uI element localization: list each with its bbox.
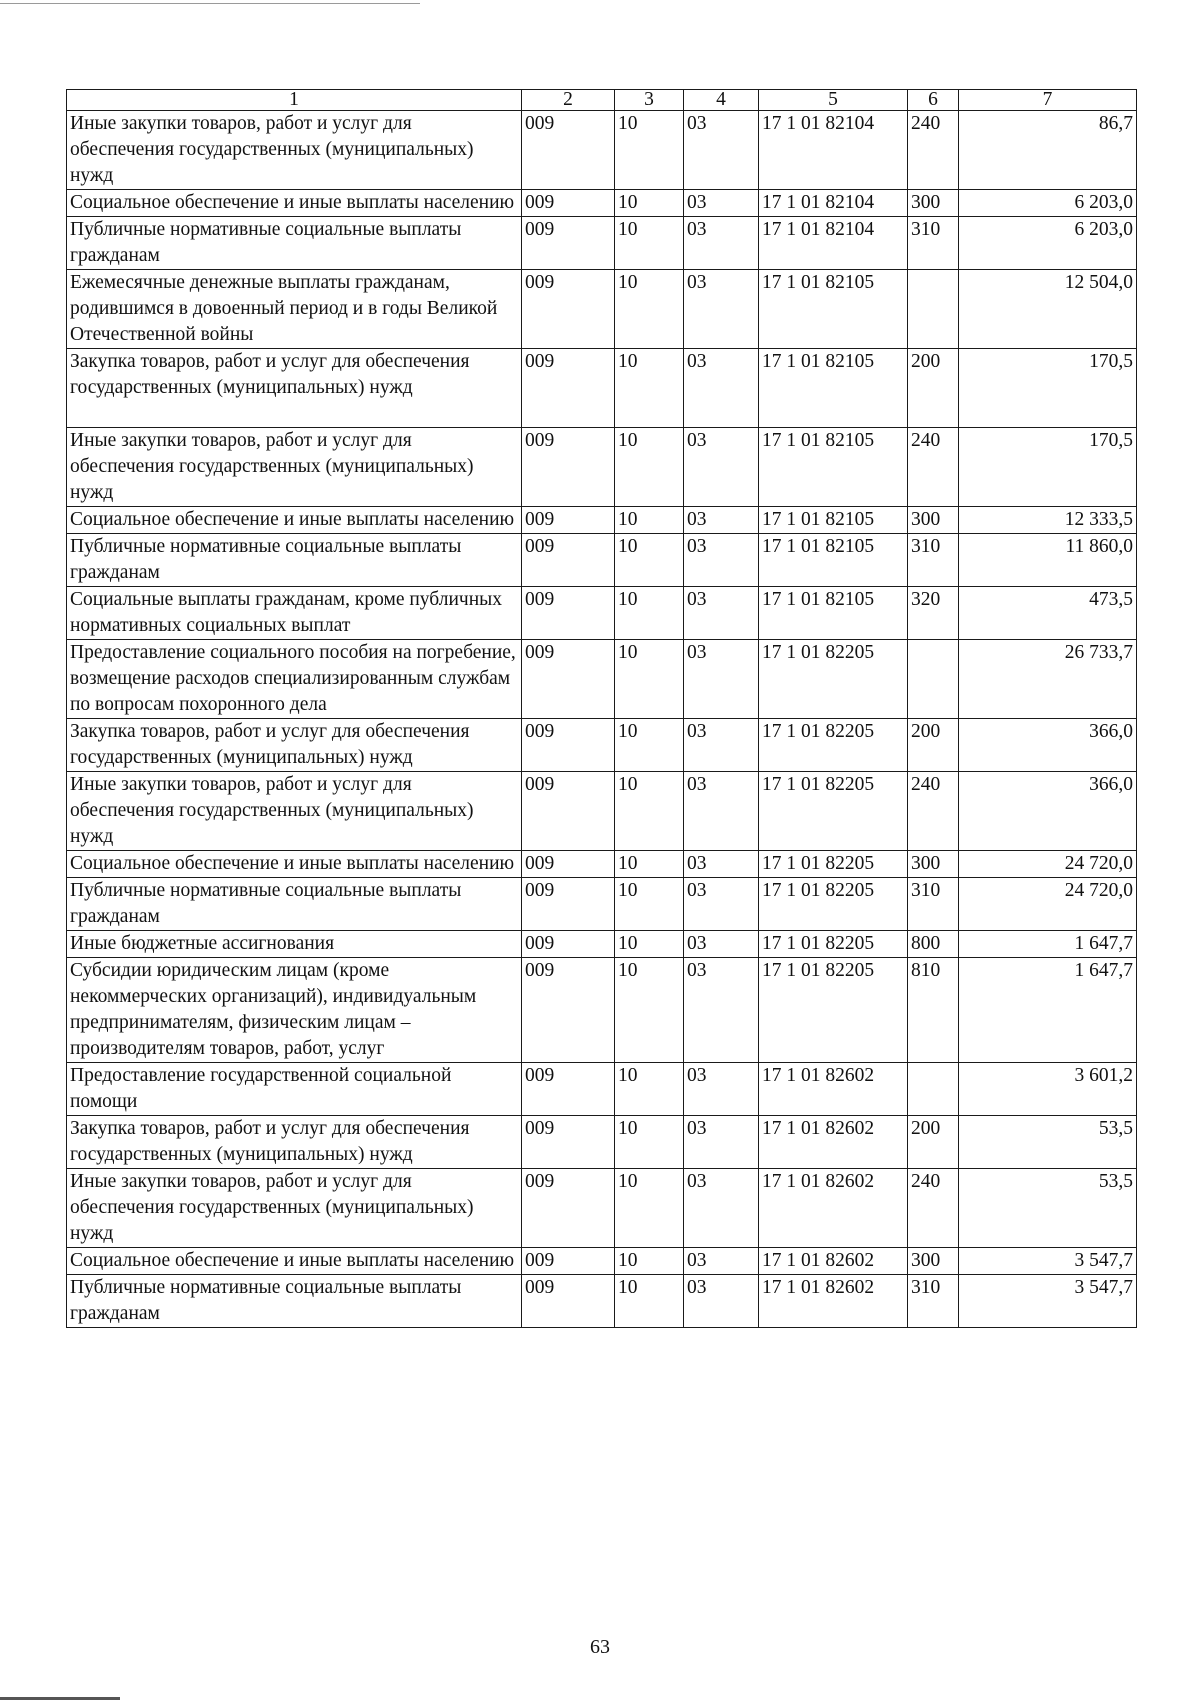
target-article-code: 17 1 01 82104 xyxy=(759,190,908,217)
column-header-3: 3 xyxy=(615,90,684,111)
expense-type-code xyxy=(908,1063,959,1116)
target-article-code: 17 1 01 82602 xyxy=(759,1116,908,1169)
section-code: 10 xyxy=(615,931,684,958)
amount: 1 647,7 xyxy=(959,958,1137,1063)
table-row xyxy=(67,1116,1137,1169)
amount: 53,5 xyxy=(959,1116,1137,1169)
ministry-code: 009 xyxy=(522,1116,615,1169)
section-code: 10 xyxy=(615,349,684,428)
section-code: 10 xyxy=(615,217,684,270)
subsection-code: 03 xyxy=(684,349,759,428)
row-name: Предоставление социального пособия на погребение, возмещение расходов специализированным службам по вопросам похоронного дела xyxy=(67,640,522,719)
amount: 3 601,2 xyxy=(959,1063,1137,1116)
amount: 6 203,0 xyxy=(959,217,1137,270)
expense-type-code: 240 xyxy=(908,428,959,507)
subsection-code: 03 xyxy=(684,931,759,958)
section-code: 10 xyxy=(615,772,684,851)
row-name: Иные закупки товаров, работ и услуг для обеспечения государственных (муниципальных) нужд xyxy=(67,428,522,507)
expense-type-code: 300 xyxy=(908,190,959,217)
ministry-code: 009 xyxy=(522,719,615,772)
section-code: 10 xyxy=(615,507,684,534)
table-header-row xyxy=(67,90,1137,111)
target-article-code: 17 1 01 82205 xyxy=(759,640,908,719)
target-article-code: 17 1 01 82602 xyxy=(759,1063,908,1116)
subsection-code: 03 xyxy=(684,640,759,719)
budget-table xyxy=(66,89,1137,1328)
table-row xyxy=(67,931,1137,958)
target-article-code: 17 1 01 82105 xyxy=(759,587,908,640)
subsection-code: 03 xyxy=(684,507,759,534)
section-code: 10 xyxy=(615,1063,684,1116)
expense-type-code: 300 xyxy=(908,507,959,534)
section-code: 10 xyxy=(615,1116,684,1169)
row-name: Социальное обеспечение и иные выплаты населению xyxy=(67,851,522,878)
scan-artifact-line xyxy=(0,3,420,4)
table-row xyxy=(67,1275,1137,1328)
row-name: Социальное обеспечение и иные выплаты населению xyxy=(67,190,522,217)
target-article-code: 17 1 01 82205 xyxy=(759,958,908,1063)
table-row xyxy=(67,534,1137,587)
subsection-code: 03 xyxy=(684,534,759,587)
target-article-code: 17 1 01 82602 xyxy=(759,1169,908,1248)
target-article-code: 17 1 01 82104 xyxy=(759,111,908,190)
ministry-code: 009 xyxy=(522,111,615,190)
row-name: Публичные нормативные социальные выплаты гражданам xyxy=(67,878,522,931)
table-row xyxy=(67,719,1137,772)
subsection-code: 03 xyxy=(684,1169,759,1248)
row-name: Закупка товаров, работ и услуг для обеспечения государственных (муниципальных) нужд xyxy=(67,1116,522,1169)
target-article-code: 17 1 01 82602 xyxy=(759,1275,908,1328)
section-code: 10 xyxy=(615,534,684,587)
subsection-code: 03 xyxy=(684,772,759,851)
expense-type-code xyxy=(908,270,959,349)
amount: 366,0 xyxy=(959,772,1137,851)
column-header-2: 2 xyxy=(522,90,615,111)
target-article-code: 17 1 01 82205 xyxy=(759,772,908,851)
row-name: Иные закупки товаров, работ и услуг для обеспечения государственных (муниципальных) нужд xyxy=(67,111,522,190)
target-article-code: 17 1 01 82105 xyxy=(759,270,908,349)
ministry-code: 009 xyxy=(522,349,615,428)
row-name: Социальное обеспечение и иные выплаты населению xyxy=(67,1248,522,1275)
amount: 3 547,7 xyxy=(959,1248,1137,1275)
amount: 1 647,7 xyxy=(959,931,1137,958)
target-article-code: 17 1 01 82104 xyxy=(759,217,908,270)
target-article-code: 17 1 01 82105 xyxy=(759,349,908,428)
amount: 473,5 xyxy=(959,587,1137,640)
ministry-code: 009 xyxy=(522,851,615,878)
ministry-code: 009 xyxy=(522,878,615,931)
section-code: 10 xyxy=(615,428,684,507)
subsection-code: 03 xyxy=(684,428,759,507)
amount: 170,5 xyxy=(959,349,1137,428)
expense-type-code: 800 xyxy=(908,931,959,958)
amount: 24 720,0 xyxy=(959,878,1137,931)
row-name: Иные закупки товаров, работ и услуг для обеспечения государственных (муниципальных) нужд xyxy=(67,772,522,851)
subsection-code: 03 xyxy=(684,1116,759,1169)
ministry-code: 009 xyxy=(522,428,615,507)
scan-artifact-line xyxy=(0,1697,120,1700)
table-row xyxy=(67,111,1137,190)
expense-type-code: 240 xyxy=(908,111,959,190)
table-row xyxy=(67,851,1137,878)
ministry-code: 009 xyxy=(522,507,615,534)
column-header-1: 1 xyxy=(67,90,522,111)
subsection-code: 03 xyxy=(684,111,759,190)
ministry-code: 009 xyxy=(522,1169,615,1248)
expense-type-code: 310 xyxy=(908,534,959,587)
ministry-code: 009 xyxy=(522,640,615,719)
section-code: 10 xyxy=(615,719,684,772)
section-code: 10 xyxy=(615,1275,684,1328)
target-article-code: 17 1 01 82602 xyxy=(759,1248,908,1275)
section-code: 10 xyxy=(615,111,684,190)
amount: 11 860,0 xyxy=(959,534,1137,587)
target-article-code: 17 1 01 82205 xyxy=(759,878,908,931)
table-row xyxy=(67,878,1137,931)
target-article-code: 17 1 01 82205 xyxy=(759,931,908,958)
row-name: Ежемесячные денежные выплаты гражданам, родившимся в довоенный период и в годы Великой Отечественной войны xyxy=(67,270,522,349)
table-row xyxy=(67,270,1137,349)
expense-type-code: 310 xyxy=(908,1275,959,1328)
expense-type-code: 200 xyxy=(908,349,959,428)
subsection-code: 03 xyxy=(684,1248,759,1275)
row-name: Публичные нормативные социальные выплаты гражданам xyxy=(67,217,522,270)
expense-type-code: 810 xyxy=(908,958,959,1063)
table-row xyxy=(67,1248,1137,1275)
ministry-code: 009 xyxy=(522,217,615,270)
section-code: 10 xyxy=(615,587,684,640)
subsection-code: 03 xyxy=(684,851,759,878)
subsection-code: 03 xyxy=(684,1063,759,1116)
table-row xyxy=(67,1169,1137,1248)
section-code: 10 xyxy=(615,1248,684,1275)
row-name: Субсидии юридическим лицам (кроме некоммерческих организаций), индивидуальным предпринимателям, физическим лицам – производителям товаров, работ, услуг xyxy=(67,958,522,1063)
subsection-code: 03 xyxy=(684,587,759,640)
row-name: Публичные нормативные социальные выплаты гражданам xyxy=(67,1275,522,1328)
subsection-code: 03 xyxy=(684,958,759,1063)
table-row xyxy=(67,190,1137,217)
target-article-code: 17 1 01 82105 xyxy=(759,507,908,534)
target-article-code: 17 1 01 82205 xyxy=(759,851,908,878)
row-name: Закупка товаров, работ и услуг для обеспечения государственных (муниципальных) нужд xyxy=(67,349,522,428)
table-row xyxy=(67,349,1137,428)
subsection-code: 03 xyxy=(684,719,759,772)
row-name: Публичные нормативные социальные выплаты гражданам xyxy=(67,534,522,587)
subsection-code: 03 xyxy=(684,1275,759,1328)
column-header-5: 5 xyxy=(759,90,908,111)
ministry-code: 009 xyxy=(522,1275,615,1328)
amount: 86,7 xyxy=(959,111,1137,190)
table-row xyxy=(67,428,1137,507)
table-row xyxy=(67,507,1137,534)
column-header-7: 7 xyxy=(959,90,1137,111)
row-name: Социальное обеспечение и иные выплаты населению xyxy=(67,507,522,534)
ministry-code: 009 xyxy=(522,1248,615,1275)
table-row xyxy=(67,958,1137,1063)
ministry-code: 009 xyxy=(522,587,615,640)
amount: 6 203,0 xyxy=(959,190,1137,217)
column-header-6: 6 xyxy=(908,90,959,111)
expense-type-code xyxy=(908,640,959,719)
ministry-code: 009 xyxy=(522,1063,615,1116)
row-name: Социальные выплаты гражданам, кроме публичных нормативных социальных выплат xyxy=(67,587,522,640)
column-header-4: 4 xyxy=(684,90,759,111)
expense-type-code: 300 xyxy=(908,1248,959,1275)
ministry-code: 009 xyxy=(522,931,615,958)
amount: 26 733,7 xyxy=(959,640,1137,719)
ministry-code: 009 xyxy=(522,772,615,851)
amount: 12 504,0 xyxy=(959,270,1137,349)
amount: 3 547,7 xyxy=(959,1275,1137,1328)
expense-type-code: 310 xyxy=(908,878,959,931)
section-code: 10 xyxy=(615,270,684,349)
section-code: 10 xyxy=(615,1169,684,1248)
target-article-code: 17 1 01 82105 xyxy=(759,428,908,507)
row-name: Предоставление государственной социальной помощи xyxy=(67,1063,522,1116)
target-article-code: 17 1 01 82105 xyxy=(759,534,908,587)
ministry-code: 009 xyxy=(522,958,615,1063)
amount: 366,0 xyxy=(959,719,1137,772)
expense-type-code: 320 xyxy=(908,587,959,640)
expense-type-code: 240 xyxy=(908,1169,959,1248)
target-article-code: 17 1 01 82205 xyxy=(759,719,908,772)
row-name: Закупка товаров, работ и услуг для обеспечения государственных (муниципальных) нужд xyxy=(67,719,522,772)
section-code: 10 xyxy=(615,878,684,931)
amount: 170,5 xyxy=(959,428,1137,507)
row-name: Иные бюджетные ассигнования xyxy=(67,931,522,958)
row-name: Иные закупки товаров, работ и услуг для обеспечения государственных (муниципальных) нужд xyxy=(67,1169,522,1248)
subsection-code: 03 xyxy=(684,270,759,349)
section-code: 10 xyxy=(615,958,684,1063)
amount: 24 720,0 xyxy=(959,851,1137,878)
subsection-code: 03 xyxy=(684,190,759,217)
page-number: 63 xyxy=(590,1636,610,1658)
section-code: 10 xyxy=(615,851,684,878)
expense-type-code: 200 xyxy=(908,719,959,772)
ministry-code: 009 xyxy=(522,534,615,587)
table-row xyxy=(67,587,1137,640)
subsection-code: 03 xyxy=(684,217,759,270)
table-row xyxy=(67,772,1137,851)
section-code: 10 xyxy=(615,190,684,217)
table-row xyxy=(67,640,1137,719)
expense-type-code: 310 xyxy=(908,217,959,270)
ministry-code: 009 xyxy=(522,190,615,217)
expense-type-code: 200 xyxy=(908,1116,959,1169)
expense-type-code: 240 xyxy=(908,772,959,851)
expense-type-code: 300 xyxy=(908,851,959,878)
ministry-code: 009 xyxy=(522,270,615,349)
amount: 12 333,5 xyxy=(959,507,1137,534)
amount: 53,5 xyxy=(959,1169,1137,1248)
table-row xyxy=(67,1063,1137,1116)
table-row xyxy=(67,217,1137,270)
section-code: 10 xyxy=(615,640,684,719)
subsection-code: 03 xyxy=(684,878,759,931)
